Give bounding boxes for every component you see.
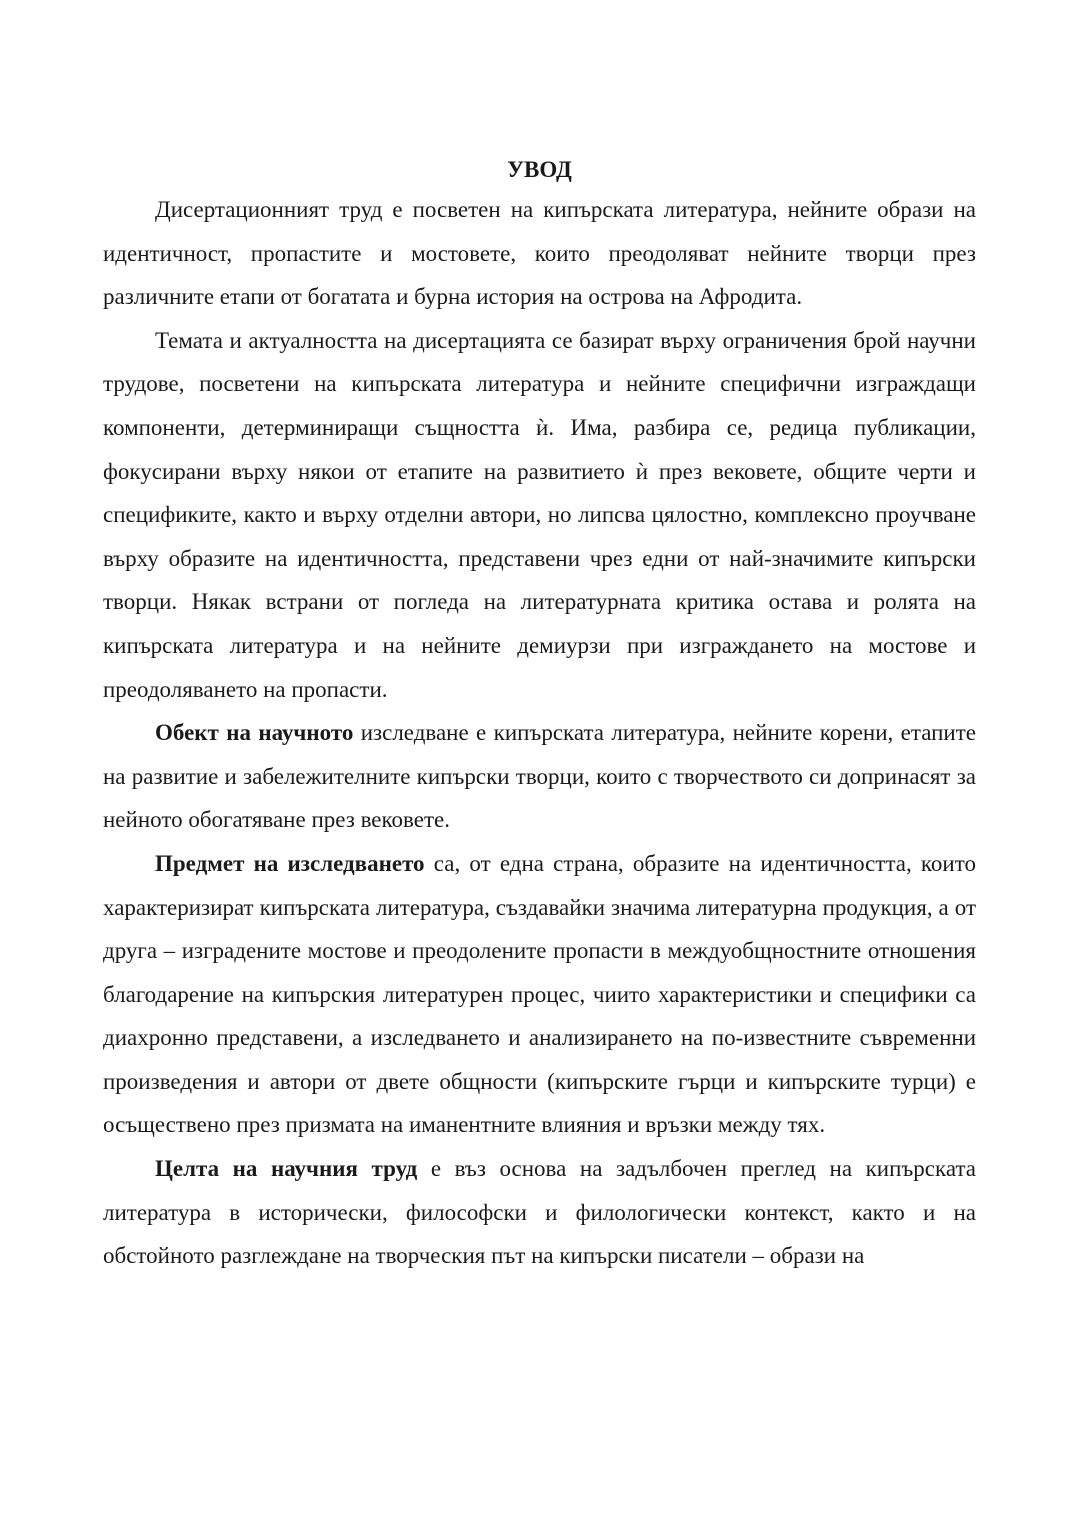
paragraph-text: Дисертационният труд е посветен на кипърската литература, нейните образи на идентичност, пропастите и мостовете, които преодоляват нейните творци през различните етапи от богатата и бурна история на острова на Афродита. (103, 197, 976, 310)
paragraph-object (103, 711, 976, 842)
paragraph-intro (103, 188, 976, 319)
paragraph-text: изследване е кипърската литература, нейните корени, етапите на развитие и забележителните кипърски творци, които с творчеството си допринасят за нейното обогатяване през вековете. (103, 720, 976, 833)
paragraph-goal (103, 1147, 976, 1278)
paragraph-subject (103, 842, 976, 1147)
paragraph-text: Темата и актуалността на дисертацията се базират върху ограничения брой научни трудове, посветени на кипърската литература и нейните специфични изграждащи компоненти, детерминиращи същността ѝ. Има, разбира се, редица публикации, фокусирани върху някои от етапите на развитието ѝ през вековете, общите черти и спецификите, както и върху отделни автори, но липсва цялостно, комплексно проучване върху образите на идентичността, представени чрез едни от най-значимите кипърски творци. Някак встрани от погледа на литературната критика остава и ролята на кипърската литература и на нейните демиурзи при изграждането на мостове и преодоляването на пропасти. (103, 327, 976, 702)
section-heading: УВОД (507, 157, 572, 182)
paragraph-bold-lead: Целта на научния труд (155, 1156, 418, 1182)
paragraph-text: са, от една страна, образите на идентичността, които характеризират кипърската литература, създавайки значима литературна продукция, а от друга – изградените мостове и преодолените пропасти в междуобщностните отношения благодарение на кипърския литературен процес, чиито характеристики и специфики са диахронно представени, а изследването и анализирането на по-известните съвременни произведения и автори от двете общности (кипърските гърци и кипърските турци) е осъществено през призмата на иманентните влияния и връзки между тях. (103, 850, 976, 1138)
document-body (103, 152, 976, 1278)
paragraph-topic-relevance (103, 319, 976, 711)
paragraph-bold-lead: Обект на научното (155, 720, 354, 746)
paragraph-text: е въз основа на задълбочен преглед на кипърската литература в исторически, философски и филологически контекст, както и на обстойното разглеждане на творческия път на кипърски писатели – образи на (103, 1156, 976, 1269)
paragraph-bold-lead: Предмет на изследването (155, 850, 425, 876)
